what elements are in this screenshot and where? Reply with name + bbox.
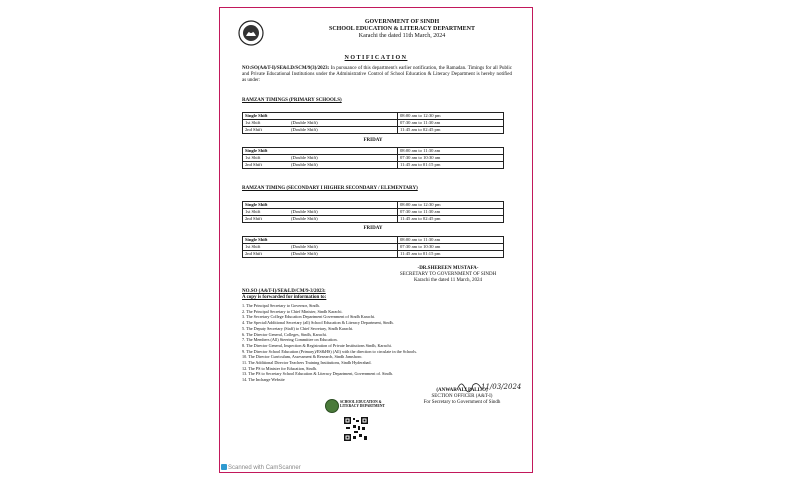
shift-type: (Double Shift) xyxy=(291,216,318,221)
primary-friday-table xyxy=(242,147,504,169)
shift-time: 08:00 am to 11:30 am xyxy=(398,148,504,155)
scanner-watermark xyxy=(221,464,301,471)
copy-recipient: 9. The Director School Education (Primary)/ES&HS) (All) with the direction to circulate in the Schools. xyxy=(242,348,418,354)
document-page xyxy=(219,7,533,473)
shift-cell xyxy=(243,162,398,169)
copy-recipient: 12. The PS to Minister for Education, Sindh. xyxy=(242,365,317,371)
section-officer-signature-block xyxy=(402,388,522,406)
secretary-date: Karachi the dated 11 March, 2024 xyxy=(413,278,483,283)
shift-type: (Double Shift) xyxy=(291,155,318,160)
shift-label: Single Shift xyxy=(245,113,268,118)
shift-cell xyxy=(243,127,398,134)
copy-recipient: 6. The Director General, Colleges, Sindh, Karachi. xyxy=(242,331,327,337)
shift-type: (Double Shift) xyxy=(291,120,318,125)
timing-row xyxy=(243,120,504,127)
timing-row xyxy=(243,113,504,120)
timing-row xyxy=(243,155,504,162)
copy-recipient: 13. The PS to Secretary School Education & Literacy Department, Government of. Sindh. xyxy=(242,371,393,377)
shift-cell xyxy=(243,202,398,209)
shift-type: (Double Shift) xyxy=(291,251,318,256)
department-logo xyxy=(325,399,385,413)
secondary-timings-table xyxy=(242,201,504,223)
shift-label: 1st Shift xyxy=(245,209,261,214)
primary-section-title: RAMZAN TIMINGS (PRIMARY SCHOOLS) xyxy=(242,98,342,103)
shift-time: 07:30 am to 10:30 am xyxy=(398,155,504,162)
copies-list xyxy=(242,303,442,383)
notification-title: NOTIFICATION xyxy=(344,55,408,61)
copy-recipient: 10. The Director Curriculum, Assessment & Research, Sindh Jamshoro. xyxy=(242,354,363,360)
shift-label: 1st Shift xyxy=(245,244,261,249)
copy-recipient: 11. The Additional Director Teachers Training Institutions, Sindh Hyderabad. xyxy=(242,360,372,366)
shift-time: 08:00 am to 12:30 pm xyxy=(398,113,504,120)
header-line-3: Karachi the dated 11th March, 2024 xyxy=(358,33,446,39)
shift-cell xyxy=(243,209,398,216)
shift-time: 07:30 am to 11:30 am xyxy=(398,120,504,127)
header-line-1: GOVERNMENT OF SINDH xyxy=(364,19,440,25)
shift-time: 08:00 am to 11:30 am xyxy=(398,237,504,244)
shift-type: (Double Shift) xyxy=(291,127,318,132)
logo-text-line-2: LITERACY DEPARTMENT xyxy=(340,404,385,409)
section-officer-title: SECTION OFFICER (A&T-I) xyxy=(431,394,493,399)
copy-recipient: 2. The Principal Secretary to Chief Minister, Sindh Karachi. xyxy=(242,308,343,314)
scanner-label: Scanned with CamScanner xyxy=(228,465,301,471)
secretary-signature-block xyxy=(378,266,518,284)
shift-time: 11:45 am to 01:15 pm xyxy=(398,251,504,258)
shift-cell xyxy=(243,113,398,120)
reference-number: NO:SO(A&T-I)/SE&LD/SCM/9(3)/2023: xyxy=(242,66,330,71)
section-officer-for: For Secretary to Government of Sindh xyxy=(423,400,501,405)
shift-label: 1st Shift xyxy=(245,155,261,160)
shift-time: 07:30 am to 11:30 am xyxy=(398,209,504,216)
copy-recipient: 7. The Members (All) Steering Committee on Education. xyxy=(242,337,338,343)
forward-title: A copy is forwarded for information to: xyxy=(242,295,327,300)
primary-timings-table xyxy=(242,112,504,134)
qr-code-icon xyxy=(344,417,368,441)
logo-text-line-1: SCHOOL EDUCATION & xyxy=(340,400,382,404)
copy-recipient: 3. The Secretary College Education Department Government of Sindh Karachi. xyxy=(242,314,376,320)
shift-type: (Double Shift) xyxy=(291,162,318,167)
copy-recipient: 4. The Special/Additional Secretary (all) School Education & Literacy Department, Sindh. xyxy=(242,320,394,326)
timing-row xyxy=(243,216,504,223)
secondary-section-title: RAMZAN TIMING (SECONDARY I HIGHER SECONDARY / ELEMENTARY) xyxy=(242,186,418,191)
shift-label: 2nd Shift xyxy=(245,216,262,221)
shift-time: 11:45 am to 01:15 pm xyxy=(398,162,504,169)
secondary-friday-table xyxy=(242,236,504,258)
shift-cell xyxy=(243,148,398,155)
shift-type: (Double Shift) xyxy=(291,209,318,214)
shift-label: 2nd Shift xyxy=(245,251,262,256)
camscanner-icon xyxy=(221,464,227,470)
government-seal-icon xyxy=(238,20,264,46)
shift-cell xyxy=(243,216,398,223)
timing-row xyxy=(243,202,504,209)
secretary-name: -DR.SHEREEN MUSTAFA- xyxy=(417,266,479,271)
secretary-title: SECRETARY TO GOVERNMENT OF SINDH xyxy=(399,272,497,277)
section-officer-name: (ANWAR ALI PALIJO) xyxy=(436,388,488,393)
shift-cell xyxy=(243,244,398,251)
secondary-friday-label: FRIDAY xyxy=(363,226,383,231)
shift-cell xyxy=(243,251,398,258)
shift-label: Single Shift xyxy=(245,148,268,153)
copy-recipient: 8. The Director General, Inspection & Registration of Private Institutions Sindh, Karachi. xyxy=(242,342,392,348)
copy-recipient: 1. The Principal Secretary to Governor, Sindh. xyxy=(242,303,320,308)
signature-date: 11/03/2024 xyxy=(481,383,522,391)
primary-friday-label: FRIDAY xyxy=(363,138,383,143)
shift-cell xyxy=(243,155,398,162)
timing-row xyxy=(243,251,504,258)
shift-label: Single Shift xyxy=(245,202,268,207)
shift-time: 08:00 am to 12:30 pm xyxy=(398,202,504,209)
document-header xyxy=(280,19,524,40)
copy-recipient: 5. The Deputy Secretary (Staff) to Chief Secretary, Sindh Karachi. xyxy=(242,325,354,331)
shift-label: 2nd Shift xyxy=(245,127,262,132)
timing-row xyxy=(243,127,504,134)
shift-label: Single Shift xyxy=(245,237,268,242)
shift-time: 11:45 am to 02:45 pm xyxy=(398,216,504,223)
timing-row xyxy=(243,237,504,244)
intro-text: In pursuance of this department's earlier notification, the Ramadan. Timings for all Public and Private Educational Institutions under the Administrative Control of School Education & Literacy Department is hereby notified as under: xyxy=(242,66,512,84)
timing-row xyxy=(243,209,504,216)
shift-time: 07:30 am to 10:30 am xyxy=(398,244,504,251)
intro-paragraph xyxy=(242,66,512,85)
shift-cell xyxy=(243,237,398,244)
timing-row xyxy=(243,162,504,169)
shift-label: 2nd Shift xyxy=(245,162,262,167)
department-logo-icon xyxy=(325,399,339,413)
header-line-2: SCHOOL EDUCATION & LITERACY DEPARTMENT xyxy=(328,26,476,32)
shift-cell xyxy=(243,120,398,127)
timing-row xyxy=(243,148,504,155)
timing-row xyxy=(243,244,504,251)
shift-time: 11:45 am to 02:45 pm xyxy=(398,127,504,134)
shift-label: 1st Shift xyxy=(245,120,261,125)
shift-type: (Double Shift) xyxy=(291,244,318,249)
reference-number-2: NO.SO (A&T-I)/SE&LD/CM/9-3/2023: xyxy=(242,289,326,294)
copy-recipient: 14. The Incharge Website xyxy=(242,377,285,383)
